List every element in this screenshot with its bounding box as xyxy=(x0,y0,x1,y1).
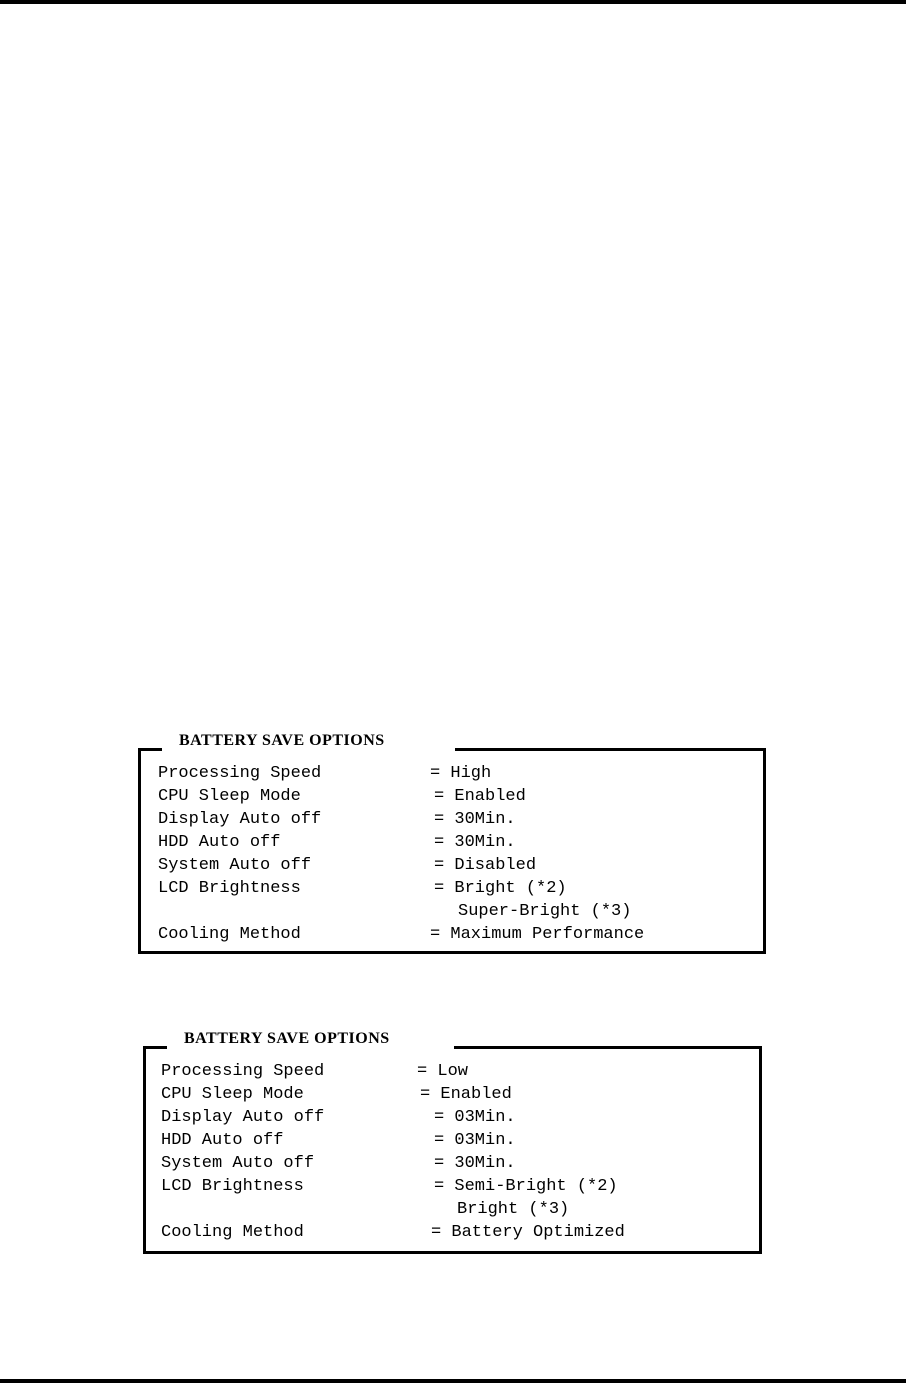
setting-value-secondary: Bright (*3) xyxy=(457,1200,570,1219)
setting-label: System Auto off xyxy=(161,1154,315,1173)
panel-title: BATTERY SAVE OPTIONS xyxy=(179,732,385,749)
setting-value: = Enabled xyxy=(434,787,526,806)
setting-value-secondary: Super-Bright (*3) xyxy=(458,902,632,921)
setting-value: = Disabled xyxy=(434,856,537,875)
panel-top-border-left xyxy=(138,748,162,751)
panel-top-border-right xyxy=(454,1046,762,1049)
setting-label: Cooling Method xyxy=(158,925,301,944)
setting-row-cooling-method xyxy=(158,925,645,1005)
setting-label: HDD Auto off xyxy=(161,1131,284,1150)
setting-value: = High xyxy=(430,764,492,783)
setting-value: = Maximum Performance xyxy=(430,925,645,944)
panel-title: BATTERY SAVE OPTIONS xyxy=(184,1030,390,1047)
setting-value: = Bright (*2) xyxy=(434,879,567,898)
battery-save-options-panel-2 xyxy=(143,1030,762,1254)
setting-label: LCD Brightness xyxy=(161,1177,304,1196)
setting-label: System Auto off xyxy=(158,856,312,875)
setting-value: = 03Min. xyxy=(434,1131,516,1150)
setting-value: = Enabled xyxy=(420,1085,512,1104)
setting-value: = Low xyxy=(417,1062,469,1081)
top-rule xyxy=(0,0,906,4)
setting-value: = Semi-Bright (*2) xyxy=(434,1177,618,1196)
setting-label: Display Auto off xyxy=(158,810,322,829)
panel-top-border-right xyxy=(455,748,766,751)
setting-label: Cooling Method xyxy=(161,1223,304,1242)
setting-label: CPU Sleep Mode xyxy=(161,1085,304,1104)
setting-row-cooling-method xyxy=(161,1223,625,1303)
setting-label: CPU Sleep Mode xyxy=(158,787,301,806)
setting-value: = 30Min. xyxy=(434,1154,516,1173)
setting-label: Processing Speed xyxy=(161,1062,325,1081)
battery-save-options-panel-1 xyxy=(138,732,766,954)
bottom-rule xyxy=(0,1379,906,1383)
setting-label: LCD Brightness xyxy=(158,879,301,898)
setting-value: = 30Min. xyxy=(434,810,516,829)
panel-top-border-left xyxy=(143,1046,167,1049)
setting-label: HDD Auto off xyxy=(158,833,281,852)
setting-label: Processing Speed xyxy=(158,764,322,783)
setting-value: = 30Min. xyxy=(434,833,516,852)
setting-value: = Battery Optimized xyxy=(431,1223,625,1242)
setting-value: = 03Min. xyxy=(434,1108,516,1127)
setting-label: Display Auto off xyxy=(161,1108,325,1127)
